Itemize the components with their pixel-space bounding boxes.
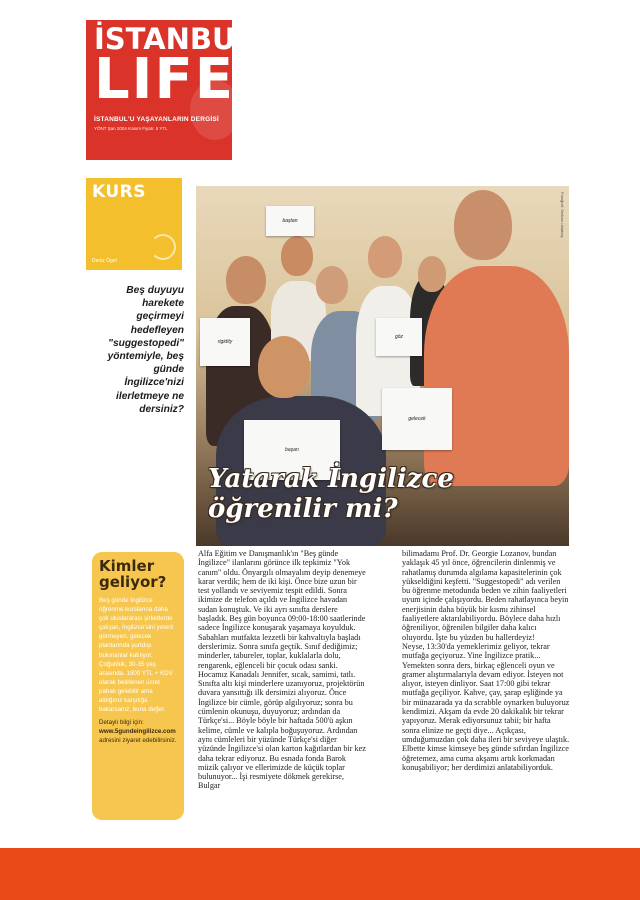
word-card: baştan (266, 206, 314, 236)
masthead-decoration (190, 80, 240, 140)
sidebar-info-label: Detaylı bilgi için: (99, 719, 144, 727)
headline (208, 464, 568, 524)
article-column-2: bilimadamı Prof. Dr. Georgie Lozanov, bundan yaklaşık 45 yıl önce, öğrencilerin dinlenmiş ve rahatlamış durumda algılama kapasitelerinin çok yükseldiğini keşfetti. "Suggestopedi" adı verilen bu öğrenme metodunda beden ve zihin faaliyetleri uyum içinde çalışıyordu. Beden rahatlayınca beyin enerjisinin daha büyük bir kısmı zihinsel faaliyetlere aktarılabiliyordu. Böylece daha hızlı öğreniliyor, öğrenilen bilgiler daha kalıcı oluyordu. İşte bu yüzden bu hallerdeyiz! Neyse, 13:30'da yemeklerimiz geliyor, tekrar mutfağa geçiyoruz. Yine İngilizce pratik... Yemekten sonra ders, birkaç eğlenceli oyun ve gramer alıştırmalarıyla devam ediyor. İsteyen not alıyor, isteyen dinliyor. Saat 17:00 gibi tekrar mutfağa geçiliyor. Kahve, çay, şarap eşliğinde ya bir münazarada ya da scrabble oynarken buluyoruz kendimizi. Akşam da evde 20 dakikalık bir tekrar yapıyoruz. Merak ediyorsunuz tabii; bir hafta sonra elinize ne geçti diye... Açıkçası, umduğumuzdan çok daha ileri bir seviyeye ulaştık. Elbette kimse kimseye beş günde sıfırdan İngilizce öğretemez, ama cuma akşamı artık korkmadan konuşabiliyor; her derdimizi anlatabiliyorduk. (402, 549, 570, 772)
photo-credit: Fotoğraf: Serkan Ustabaş (560, 192, 565, 238)
sidebar-title: Kimler geliyor? (99, 557, 167, 591)
masthead (86, 20, 255, 160)
headline-line2: öğrenilir mi? (208, 494, 398, 524)
sidebar-info (99, 718, 177, 745)
footer-bar (0, 848, 640, 900)
person-figure (316, 266, 348, 304)
word-card: başarı (244, 420, 340, 480)
person-figure (454, 190, 512, 260)
word-card: gelecek (382, 388, 452, 450)
masthead-issue: YÖNT Şan 2004 Kasım Fiyatı: 5 YTL (94, 126, 168, 131)
person-figure (424, 266, 569, 486)
person-figure (418, 256, 446, 292)
person-figure (368, 236, 402, 278)
lead-text: Beş duyuyu harekete geçirmeyi hedefleyen "suggestopedi" yöntemiyle, beş günde İngilizce'nizi ilerletmeye ne dersiniz? (107, 285, 184, 415)
sidebar-info-tail: adresini ziyaret edebilirsiniz. (99, 737, 177, 745)
info-sidebar (92, 552, 184, 820)
headline-line1: Yatarak İngilizce (208, 464, 454, 494)
section-box (86, 178, 182, 270)
swirl-decoration (150, 234, 176, 260)
section-author: Deniz Ögel (92, 258, 117, 264)
masthead-tagline: İSTANBUL'U YAŞAYANLARIN DERGİSİ (94, 116, 219, 123)
sidebar-body: Beş günde İngilizce öğrenme kurslarına daha çok uluslararası şirketlerde çalışan, İngilizce'sini yeterli görmeyen, gelecek planlarında yurtdışı bulunanlar katılıyor. Çoğunluk, 30-35 yaş arasında. 1800 YTL + KDV olarak belirlenen ücret pahalı gelebilir ama aldığınız karşılığa bakarsanız, buna değer. (99, 597, 174, 714)
section-label: KURS (92, 182, 147, 202)
person-figure (226, 256, 266, 304)
person-figure (258, 336, 310, 398)
article-column-1: Alfa Eğitim ve Danışmanlık'ın "Beş günde İngilizce" ilanlarını görünce ilk tepkimiz "Yok canım" oldu. Önyargılı olmayalım deyip denemeye karar verdik; hem de iki kişi. Önce bize uzun bir test yollandı ve seviyemiz tespit edildi. Sonra ikimize de telefon açıldı ve İngilizce havadan sudan konuştuk. Ve iki ayrı sınıfta derslere başladık. Beş gün boyunca 09:00-18:00 saatlerinde sadece İngilizce konuşarak yaşamaya koyulduk. Sabahları mutfakta lezzetli bir kahvaltıyla başladı derslerimiz. Sonra sınıfa geçtik. Sınıf dediğimiz; minderler, tabureler, toplar, kuklalarla dolu, rengarenk, eğlenceli bir çocuk odası sanki. Hocamız Kanadalı Jennifer, sıcak, samimi, tatlı. Sınıfta altı kişi minderlere uzanıyoruz, projektörün duvara yansıttığı ilk dersimizi alıyoruz. Önce İngilizce bir cümle, görüp algılıyoruz; sonra bu cümlenin okunuşu, duyuyoruz; ardından da Türkçe'si... Böyle böyle bir haftada 500'ü aşkın kelime, cümle ve kalıpla boğuşuyoruz. Ardından aynı cümleleri bir yüzünde Türkçe'si diğer yüzünde İngilizce'si olan karton kağıtlardan bir kez daha tekrar ediyoruz. Bu esnada fonda Barok müzik çalıyor ve ellerimizde de küçük toplar bulunuyor... İşi resmiyete dökmek gerekirse, Bulgar (198, 549, 366, 791)
sidebar-website-link[interactable]: www.5gundeingilizce.com (99, 728, 176, 736)
person-figure (281, 236, 313, 276)
word-card: göz (376, 318, 422, 356)
word-card: rigidity (200, 318, 250, 366)
masthead-line1: İSTANBUL (94, 22, 255, 56)
masthead-line2: LIFE (94, 47, 236, 112)
